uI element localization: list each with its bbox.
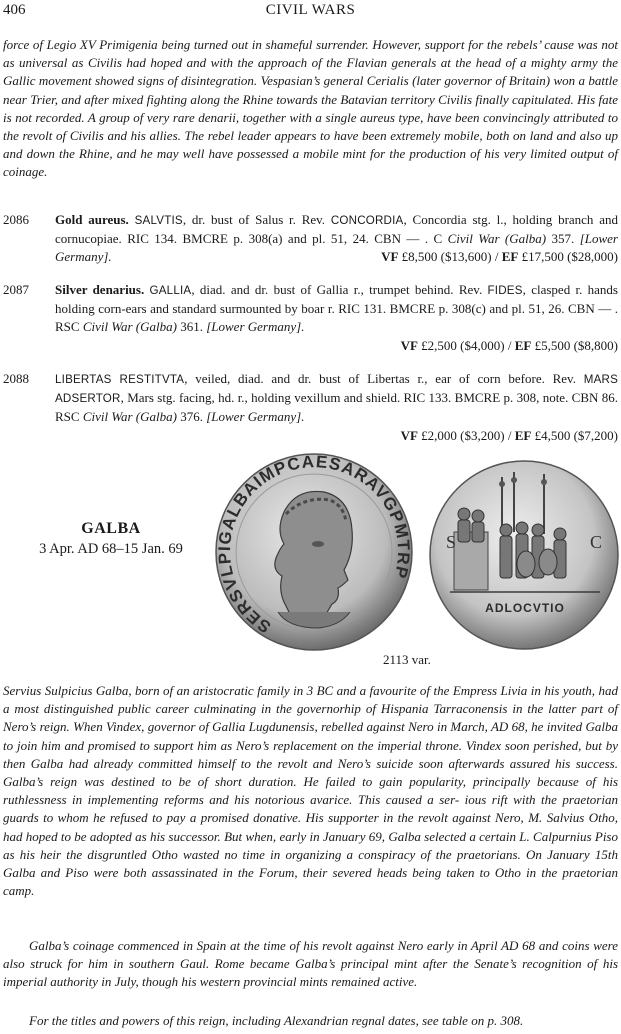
reverse-legend: FIDES — [487, 284, 523, 297]
reverse-description: , Concordia stg. l., holding branch and cornucopiae. RIC 134. BMCRE p. 308(a) and pl. 51, 24. CBN — . C — [55, 212, 618, 247]
bio-line: camp. — [3, 883, 35, 899]
vf-price: £2,500 ($4,000) / — [417, 337, 515, 353]
vf-label: VF — [400, 427, 418, 443]
page-header — [0, 0, 621, 22]
reverse-description: , clasped r. hands holding corn-ears and standard surmounted by boar r. RIC 131. BMCRE p. 308(c) and pl. 51, 26. CBN — . RSC — [55, 282, 618, 335]
ef-price: £17,500 ($28,000) — [518, 249, 618, 265]
entry-number: 2087 — [3, 282, 29, 297]
obverse-description: , diad. and dr. bust of Gallia r., trumpet behind. Rev. — [191, 282, 488, 297]
bio-line: already committed himself to the revolt and Nero’s suicide soon afterwards assured his success. — [93, 755, 618, 771]
entry-body — [55, 211, 618, 267]
entry-number: 2088 — [3, 371, 29, 386]
coin-obverse — [215, 452, 413, 650]
region: [Lower Germany]. — [55, 231, 618, 265]
reverse-legend: MARS ADSERTOR — [55, 373, 619, 406]
intro-line: force of Legio XV Primigenia being turned out in shameful surrender. However, support for the — [3, 37, 503, 52]
bio-line: in his youth, had a most distinguished public career culminating in the governorhip of Hispania — [3, 683, 619, 717]
bio-line: Servius Sulpicius Galba, born of an aristocratic family in 3 BC and a favourite of the Empress Livia — [3, 683, 528, 698]
obverse-legend: SALVTIS — [134, 214, 183, 227]
reference-number: 376. — [176, 409, 207, 425]
bio-line: rebelled against Nero in March, AD 68, he invited Galba to join him and promised to support — [3, 719, 618, 753]
entry-body — [55, 281, 618, 355]
region: [Lower Germany]. — [206, 319, 305, 335]
bio-line: wasted no time in organizing a conspiracy of the praetorians. On January 15th Galba and Piso — [3, 846, 619, 881]
intro-line: mint for the production of his very limited output of coinage. — [3, 146, 619, 180]
coin-photograph — [214, 452, 620, 652]
vf-price: £8,500 ($13,600) / — [398, 249, 502, 265]
reference-work: Civil War (Galba) — [82, 319, 177, 335]
intro-line: rebels’ cause was not as universal as Civilis had hoped and with the approach of the Flavian — [3, 37, 618, 71]
bio-line: Tarraconensis in the latter part of Nero’s reign. When Vindex, governor of Gallia Lugdunensis, — [3, 701, 618, 735]
price-line — [55, 427, 618, 445]
ef-price: £5,500 ($8,800) — [531, 337, 618, 353]
coin-illustration — [214, 452, 620, 652]
obverse-legend: LIBERTAS RESTITVTA — [55, 373, 185, 386]
bio-line: Galba’s reign was destined to be of short duration. He failed to gain popularity, principally — [3, 774, 530, 790]
catalogue-entry-2087 — [3, 281, 618, 355]
vf-price: £2,000 ($3,200) / — [417, 427, 515, 443]
catalogue-entry-2086 — [3, 211, 618, 267]
running-title: CIVIL WARS — [265, 2, 356, 18]
emperor-name: GALBA — [81, 520, 141, 537]
intro-line: Vespasian’s general Cerialis (later governor of Britain) won a battle near Trier, and after mixed — [3, 73, 618, 107]
intro-line: fighting along the Rhine towards the Batavian territory Civilis finally capitulated. His fate is not — [3, 91, 619, 125]
reverse-description: , Mars stg. facing, hd. r., holding vexillum and shield. RIC 133. BMCRE p. 308, note. CBN 86. RSC — [55, 390, 618, 425]
ef-label: EF — [514, 427, 532, 443]
coinage-line: remained active. — [331, 974, 418, 990]
vf-label: VF — [381, 249, 399, 265]
coin-caption: 2113 var. — [383, 652, 431, 667]
reverse-legend: CONCORDIA — [330, 214, 404, 227]
reverse-s-letter: S — [446, 532, 457, 552]
catalogue-entry-2088 — [3, 370, 618, 444]
reference-number: 361. — [176, 319, 207, 335]
footer-note: For the titles and powers of this reign, including Alexandrian regnal dates, see table on p. 308. — [29, 1013, 524, 1028]
reference-work: Civil War (Galba) — [82, 409, 177, 425]
region: [Lower Germany]. — [206, 409, 305, 425]
reference-work: Civil War (Galba) — [447, 231, 547, 247]
bio-line: him as Nero’s replacement on the imperial throne. Vindex soon perished, but by then Galba had — [3, 737, 618, 771]
obverse-description: , dr. bust of Salus r. Rev. — [182, 212, 331, 227]
obverse-legend-text: SERSVLPIGALBAIMPCAESARAVGPMTRP — [214, 452, 414, 637]
entry-title: Silver denarius. — [55, 282, 145, 297]
coinage-line: 68 and coins were also struck for him in southern Gaul. Rome became Galba’s principal mint — [3, 938, 619, 972]
price-line — [55, 337, 618, 355]
bio-line: ious rift with the praetorian guards to whom he refused to pay a promised donative. His supporter — [3, 792, 618, 826]
bio-line: early in January 69, Galba selected a certain L. Calpurnius Piso as his heir the disgruntled Otho — [3, 828, 618, 862]
entry-title: Gold aureus. — [55, 212, 129, 227]
price-line — [381, 248, 618, 266]
bio-line: in the revolt against Nero, M. Salvius Otho, had hoped to be adopted as his successor. But when, — [3, 810, 618, 844]
intro-paragraph — [3, 36, 618, 182]
coin-reverse — [430, 461, 618, 649]
entry-body — [55, 370, 618, 445]
obverse-description: , veiled, diad. and dr. bust of Libertas r., ear of corn before. Rev. — [184, 371, 584, 386]
coinage-line: Galba’s coinage commenced in Spain at the time of his revolt against Nero early in April AD — [29, 938, 519, 953]
reign-dates: 3 Apr. AD 68–15 Jan. 69 — [39, 541, 183, 557]
obverse-legend: GALLIA — [149, 284, 192, 297]
coinage-line: after the Senate’s recognition of his imperial authority in July, though his western provincial mints — [3, 956, 619, 990]
intro-line: mobile, both on land and also up and down the Rhine, and he may well have possessed a mobile — [3, 128, 618, 162]
ef-label: EF — [501, 249, 519, 265]
bio-line: were both assassinated in the Forum, their severed heads being taken to Otho in the praetorian — [93, 865, 618, 881]
intro-line: recorded. A group of very rare denarii, together with a single aureus type, have been convincingly — [35, 109, 550, 125]
vf-label: VF — [400, 337, 418, 353]
intro-line: generals at the head of a mighty army the Gallic movement showed signs of disintegration. — [3, 55, 618, 89]
reverse-exergue: ADLOCVTIO — [485, 601, 565, 615]
bio-line: because of his ruthlessness in implementing reforms and his notorious avarice. This caused a ser- — [3, 774, 619, 808]
biography-paragraph — [3, 682, 618, 900]
reference-number: 357. — [546, 231, 580, 247]
ef-label: EF — [514, 337, 532, 353]
coinage-paragraph — [3, 937, 618, 992]
reverse-c-letter: C — [590, 532, 603, 552]
entry-number: 2086 — [3, 212, 29, 227]
ef-price: £4,500 ($7,200) — [531, 427, 618, 443]
intro-line: attributed to the revolt of Civilis and his allies. The rebel leader appears to have been extremely — [3, 109, 618, 144]
page-number: 406 — [3, 2, 26, 18]
reign-heading — [0, 520, 222, 558]
